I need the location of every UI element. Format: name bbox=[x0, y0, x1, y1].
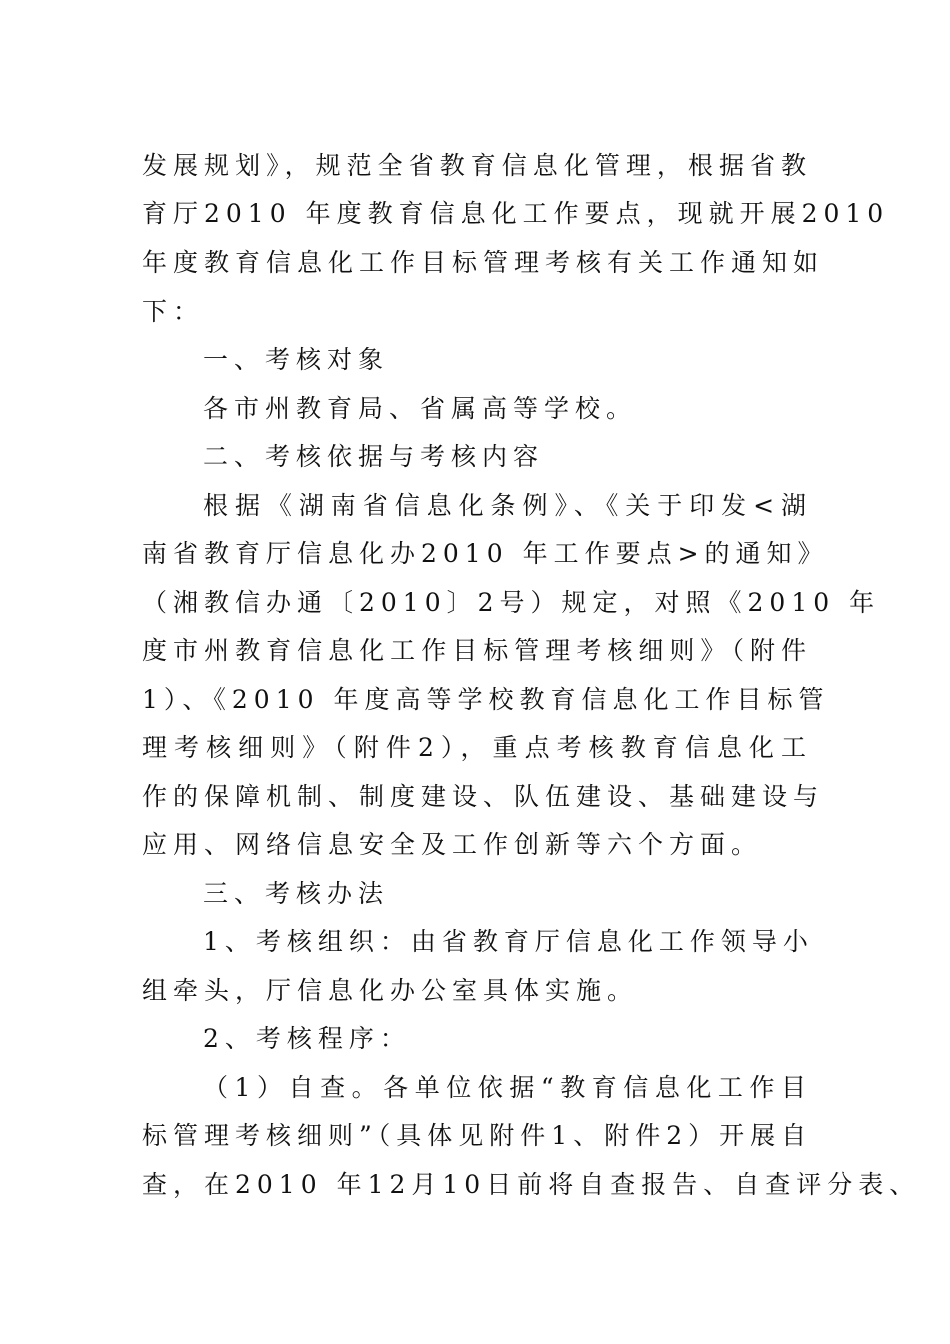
section-heading: 三、考核办法 bbox=[203, 879, 390, 908]
paragraph-line: 2、考核程序： bbox=[203, 1024, 411, 1053]
paragraph-line: 南省教育厅信息化办2010 年工作要点>的通知》 bbox=[142, 539, 829, 568]
paragraph-line: （湘教信办通〔2010〕2号）规定，对照《2010 年 bbox=[142, 588, 881, 617]
section-heading: 一、考核对象 bbox=[203, 345, 390, 374]
paragraph-line: 育厅2010 年度教育信息化工作要点，现就开展2010 bbox=[142, 199, 890, 228]
paragraph-line: 下： bbox=[142, 297, 205, 326]
paragraph-line: 理考核细则》（附件2），重点考核教育信息化工 bbox=[142, 733, 812, 762]
section-heading: 二、考核依据与考核内容 bbox=[203, 442, 545, 471]
paragraph-line: 年度教育信息化工作目标管理考核有关工作通知如 bbox=[142, 248, 825, 277]
paragraph-line: 根据《湖南省信息化条例》、《关于印发<湖 bbox=[203, 491, 812, 520]
paragraph-line: 1、考核组织：由省教育厅信息化工作领导小 bbox=[203, 927, 814, 956]
paragraph-line: 度市州教育信息化工作目标管理考核细则》（附件 bbox=[142, 636, 812, 665]
paragraph-line: 发展规划》，规范全省教育信息化管理，根据省教 bbox=[142, 151, 812, 180]
paragraph-line: 查，在2010 年12月10日前将自查报告、自查评分表、 bbox=[142, 1170, 921, 1199]
paragraph-line: 各市州教育局、省属高等学校。 bbox=[203, 394, 638, 423]
paragraph-line: 作的保障机制、制度建设、队伍建设、基础建设与 bbox=[142, 782, 825, 811]
paragraph-line: （1）自查。各单位依据“教育信息化工作目 bbox=[203, 1073, 812, 1102]
paragraph-line: 组牵头，厅信息化办公室具体实施。 bbox=[142, 976, 639, 1005]
paragraph-line: 1）、《2010 年度高等学校教育信息化工作目标管 bbox=[142, 685, 830, 714]
paragraph-line: 标管理考核细则”（具体见附件1、附件2）开展自 bbox=[142, 1121, 813, 1150]
paragraph-line: 应用、网络信息安全及工作创新等六个方面。 bbox=[142, 830, 763, 859]
